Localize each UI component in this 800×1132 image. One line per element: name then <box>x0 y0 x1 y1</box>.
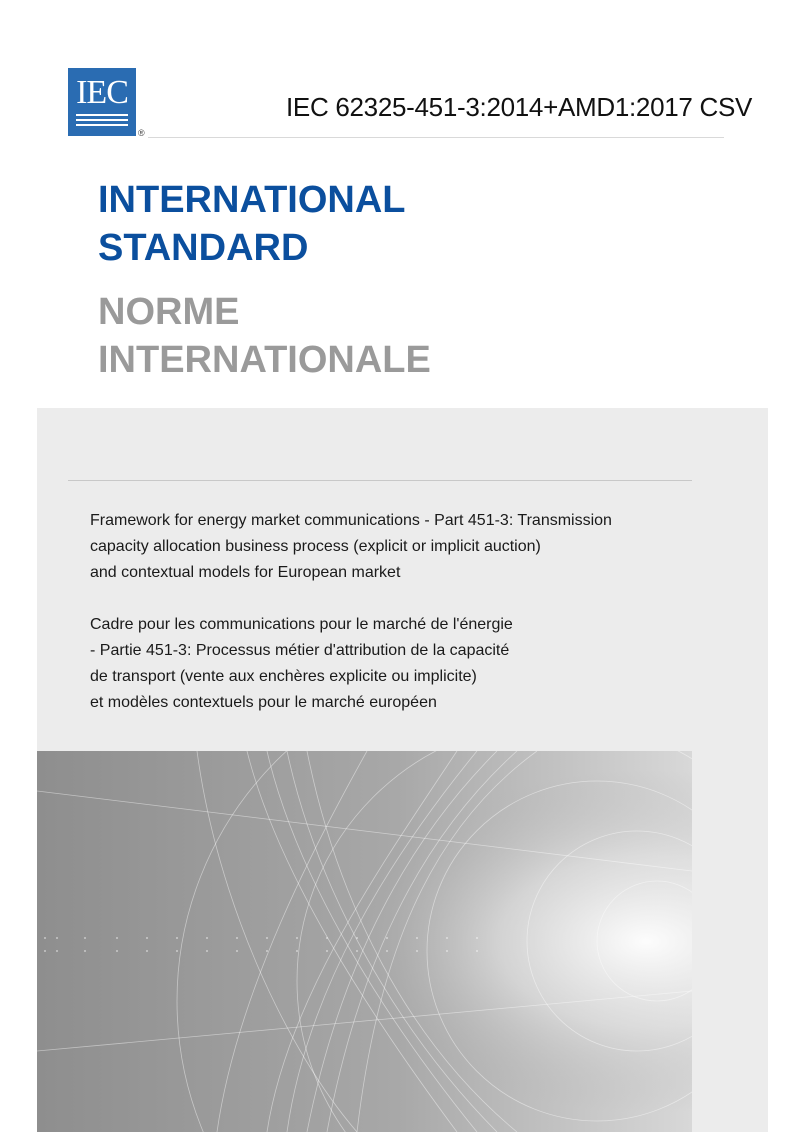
panel-divider <box>68 480 692 481</box>
title-french <box>98 288 431 384</box>
iec-logo <box>68 68 136 136</box>
standard-reference: IEC 62325-451-3:2014+AMD1:2017 CSV <box>286 92 753 122</box>
registered-mark: ® <box>138 128 145 138</box>
description-english <box>90 508 612 586</box>
cover-artwork <box>37 751 692 1132</box>
logo-text: IEC <box>76 74 128 111</box>
desc-en-line: Framework for energy market communications - Part 451-3: Transmission <box>90 512 612 529</box>
desc-fr-line: - Partie 451-3: Processus métier d'attribution de la capacité <box>90 642 510 659</box>
desc-fr-line: de transport (vente aux enchères explicite ou implicite) <box>90 668 477 685</box>
title-en-line: INTERNATIONAL <box>98 179 406 221</box>
description-french <box>90 612 513 716</box>
title-fr-line: INTERNATIONALE <box>98 339 431 381</box>
logo-lines <box>76 114 128 129</box>
desc-fr-line: et modèles contextuels pour le marché européen <box>90 694 437 711</box>
title-en-line: STANDARD <box>98 227 309 269</box>
header-divider <box>148 137 724 138</box>
desc-en-line: capacity allocation business process (explicit or implicit auction) <box>90 538 541 555</box>
desc-fr-line: Cadre pour les communications pour le marché de l'énergie <box>90 616 513 633</box>
desc-en-line: and contextual models for European market <box>90 564 401 581</box>
title-fr-line: NORME <box>98 291 240 333</box>
title-english <box>98 176 406 272</box>
